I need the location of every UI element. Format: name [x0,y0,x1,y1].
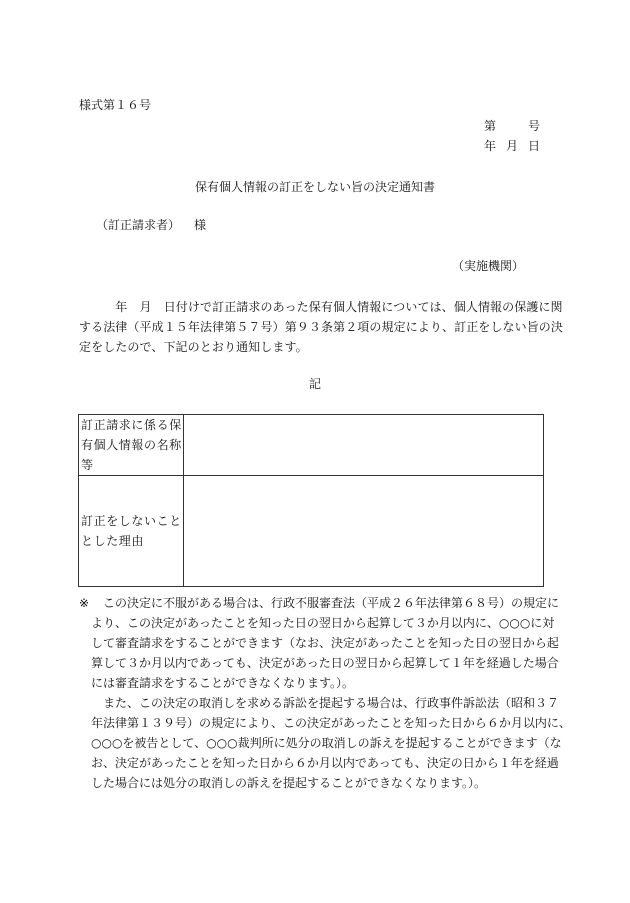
label-line: 訂正請求に係る保 [81,418,182,432]
table-row [79,476,544,587]
body-line: 年 月 日付けで訂正請求のあった保有個人情報については、個人情報の保護に関 [79,300,563,314]
body-paragraph [79,297,564,357]
label-line: とした理由 [81,534,145,548]
table-value-cell[interactable] [184,415,544,476]
addressee-name: （訂正請求者） [96,218,181,232]
date-line [484,140,540,152]
form-number: 様式第１６号 [79,98,152,112]
note-text: この決定に不服がある場合は、行政不服審査法（平成２６年法律第６８号）の規定に [103,596,560,610]
label-line: 等 [81,458,94,472]
document-number [484,120,540,132]
table-value-cell[interactable] [184,476,544,587]
issuing-institution: （実施機関） [452,259,525,273]
note-line: 算して３か月以内であっても、決定があった日の翌日から起算して１年を経過した場合 [91,656,559,670]
notes-section [79,593,571,793]
ki-heading: 記 [308,377,321,391]
note-line: お、決定があったことを知った日から６か月以内であっても、決定の日から１年を経過 [91,756,559,770]
table-row [79,415,544,476]
addressee-honorific: 様 [194,218,207,232]
document-number-suffix: 号 [527,119,540,133]
note-line: した場合には処分の取消しの訴えを提起することができなくなります。）。 [91,776,487,790]
record-table [78,414,544,587]
note-line [79,593,560,613]
body-line: する法律（平成１５年法律第５７号）第９３条第２項の規定により、訂正をしない旨の決 [79,320,564,334]
table-label-cell [79,415,184,476]
document-number-prefix: 第 [484,119,497,133]
note-line: また、この決定の取消しを求める訴訟を提起する場合は、行政事件訴訟法（昭和３７ [91,696,560,710]
note-mark: ※ [79,596,90,610]
note-line: 年法律第１３９号）の規定により、この決定があったことを知った日から６か月以内に、 [91,716,571,730]
body-line: 定をしたので、下記のとおり通知します。 [79,340,308,354]
note-line: ○○○を被告として、○○○裁判所に処分の取消しの訴えを提起することができます（な [91,736,562,750]
note-line: より、この決定があったことを知った日の翌日から起算して３か月以内に、○○○に対 [91,616,555,630]
note-line: には審査請求をすることができなくなります。）。 [91,676,355,690]
table-label-cell [79,476,184,587]
label-line: 訂正をしないこと [81,514,182,528]
addressee [96,219,206,231]
date-day: 日 [527,139,540,153]
document-title: 保有個人情報の訂正をしない旨の決定通知書 [194,180,435,194]
date-month: 月 [505,139,518,153]
label-line: 有個人情報の名称 [81,438,182,452]
date-year: 年 [484,139,497,153]
note-line: して審査請求をすることができます（なお、決定があったことを知った日の翌日から起 [91,636,559,650]
